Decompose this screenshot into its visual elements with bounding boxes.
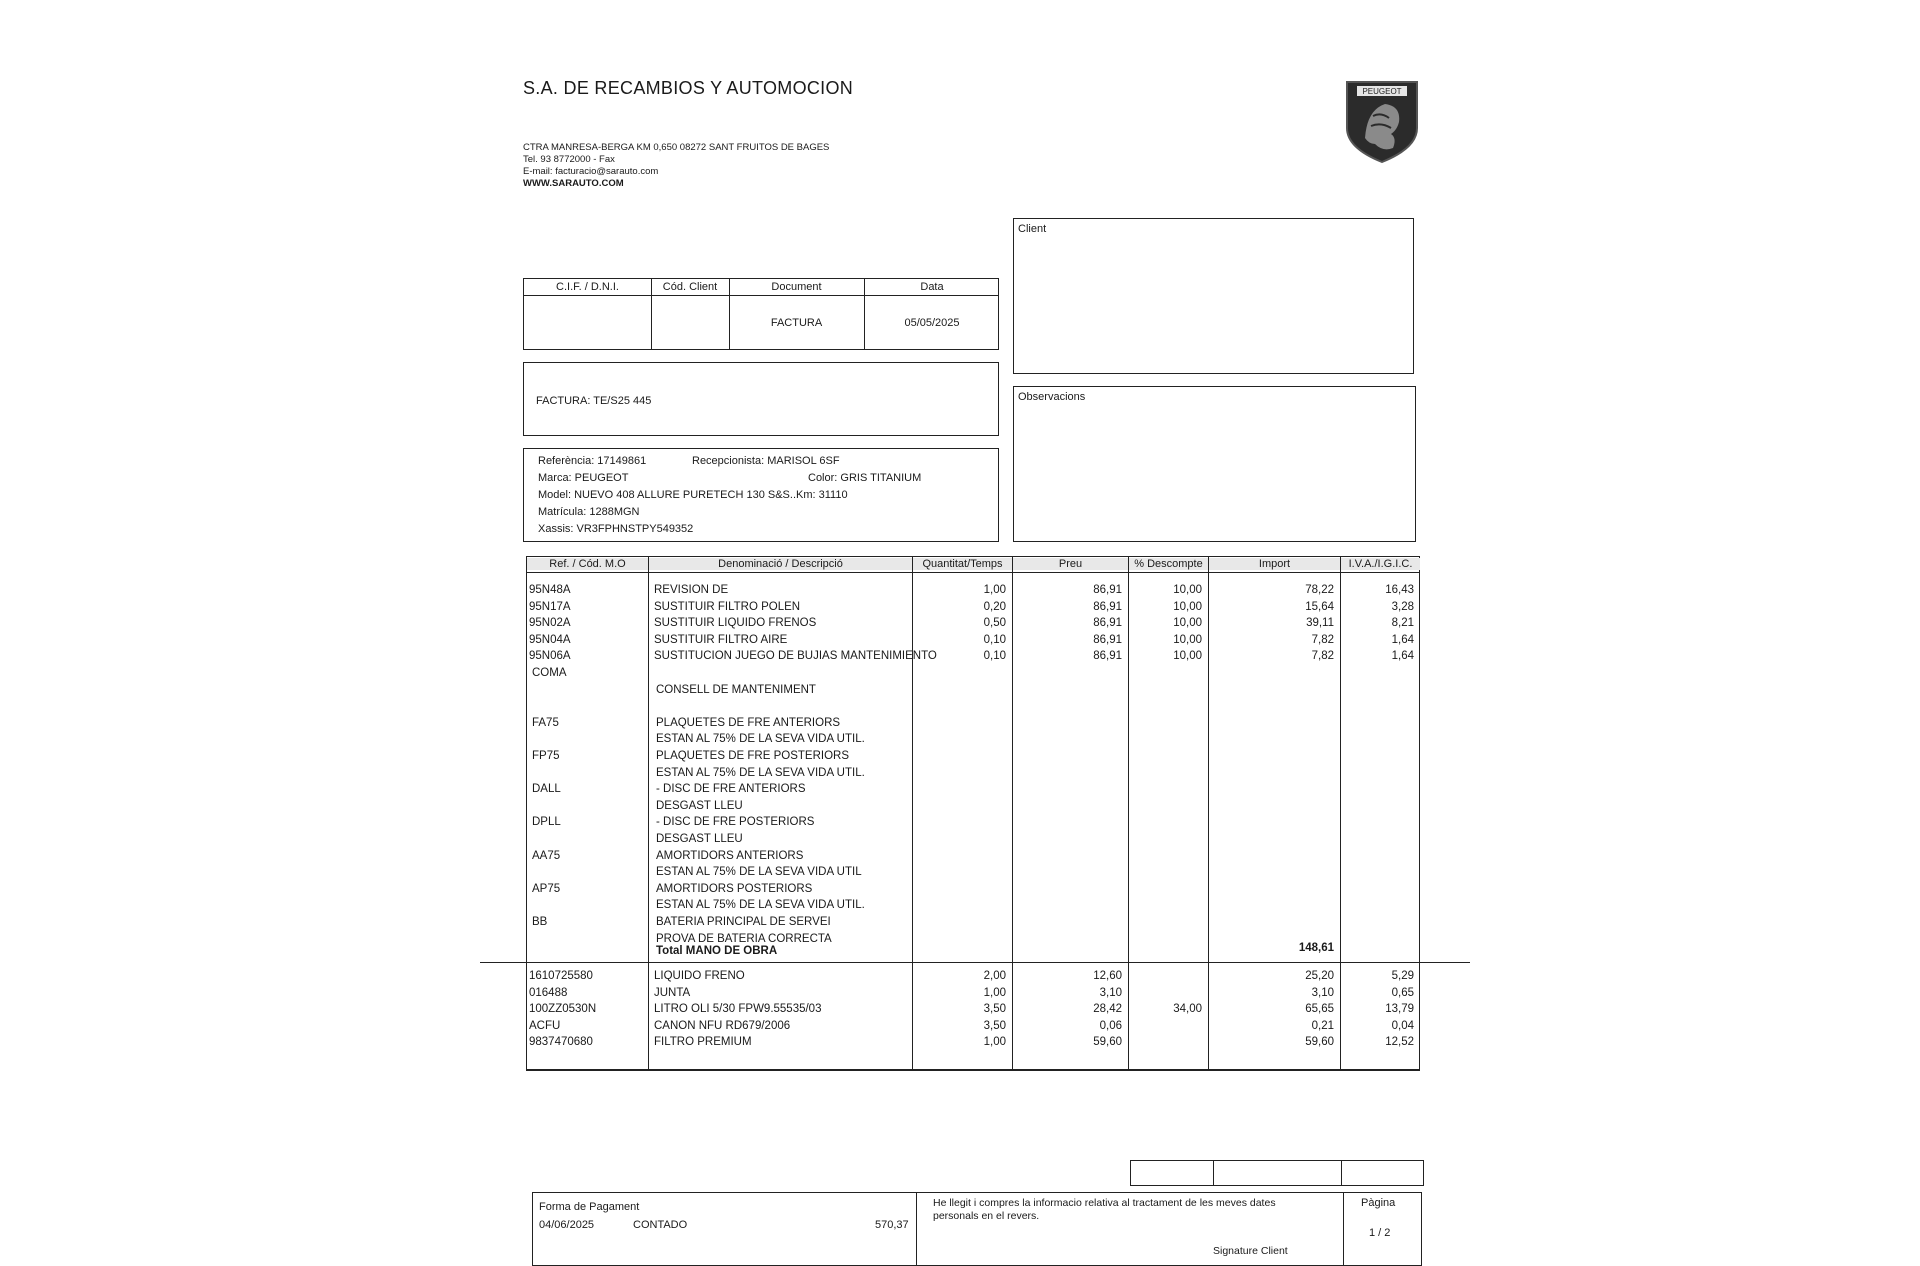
note-code: FA75 xyxy=(532,716,559,729)
note-text: AMORTIDORS POSTERIORS xyxy=(656,882,813,895)
row-description: SUSTITUIR FILTRO POLEN xyxy=(654,600,801,613)
row-quantity: 0,50 xyxy=(983,617,1006,630)
row-price: 86,91 xyxy=(1093,650,1122,663)
company-name: S.A. DE RECAMBIOS Y AUTOMOCION xyxy=(523,78,854,98)
company-web: WWW.SARAUTO.COM xyxy=(523,178,624,189)
row-description: CANON NFU RD679/2006 xyxy=(654,1019,791,1032)
footer-box xyxy=(532,1192,1422,1266)
note-text: PLAQUETES DE FRE ANTERIORS xyxy=(656,716,841,729)
row-quantity: 1,00 xyxy=(983,986,1006,999)
row-ref: 9837470680 xyxy=(529,1036,593,1049)
payment-date: 04/06/2025 xyxy=(539,1219,595,1231)
row-price: 0,06 xyxy=(1099,1019,1122,1032)
vehicle-reference: Referència: 17149861 xyxy=(538,455,647,467)
vehicle-brand: Marca: PEUGEOT xyxy=(538,472,629,484)
note-code: DPLL xyxy=(532,816,561,829)
note-code: DALL xyxy=(532,783,561,796)
page-number: 1 / 2 xyxy=(1369,1227,1391,1239)
labour-total-label: Total MANO DE OBRA xyxy=(656,945,778,957)
row-vat: 13,79 xyxy=(1385,1003,1414,1016)
row-price: 3,10 xyxy=(1099,986,1122,999)
page-label: Pàgina xyxy=(1361,1197,1396,1209)
client-label: Client xyxy=(1018,223,1047,235)
row-ref: 95N06A xyxy=(529,650,571,663)
note-code: COMA xyxy=(532,667,567,679)
payment-amount: 570,37 xyxy=(875,1219,909,1231)
row-quantity: 1,00 xyxy=(983,584,1006,596)
row-ref: 1610725580 xyxy=(529,970,593,982)
col-discount: % Descompte xyxy=(1129,558,1208,570)
payment-label: Forma de Pagament xyxy=(539,1201,640,1213)
row-price: 59,60 xyxy=(1093,1036,1122,1049)
totals-box xyxy=(1130,1160,1424,1186)
privacy-text-line1: He llegit i compres la informacio relativa al tractament de les meves dates xyxy=(933,1197,1276,1209)
row-ref: 016488 xyxy=(529,986,568,999)
row-vat: 12,52 xyxy=(1385,1036,1414,1049)
row-import: 0,21 xyxy=(1311,1019,1334,1032)
row-ref: 95N48A xyxy=(529,584,571,596)
row-vat: 0,65 xyxy=(1391,986,1414,999)
row-description: REVISION DE xyxy=(654,584,729,596)
row-ref: 95N17A xyxy=(529,600,571,613)
col-quantity: Quantitat/Temps xyxy=(913,558,1012,570)
note-text: PROVA DE BATERIA CORRECTA xyxy=(656,932,832,945)
row-quantity: 1,00 xyxy=(983,1036,1006,1049)
row-ref: 100ZZ0530N xyxy=(529,1003,597,1016)
client-box xyxy=(1013,218,1414,374)
row-import: 78,22 xyxy=(1305,584,1334,596)
row-quantity: 3,50 xyxy=(983,1019,1006,1032)
row-import: 7,82 xyxy=(1311,650,1334,663)
note-text: AMORTIDORS ANTERIORS xyxy=(656,849,804,862)
row-vat: 8,21 xyxy=(1391,617,1414,630)
row-quantity: 0,10 xyxy=(983,633,1006,646)
signature-label: Signature Client xyxy=(1213,1245,1288,1257)
row-price: 12,60 xyxy=(1093,970,1122,982)
note-text: DESGAST LLEU xyxy=(656,833,743,845)
vehicle-chassis: Xassis: VR3FPHNSTPY549352 xyxy=(538,523,694,535)
row-description: SUSTITUIR LIQUIDO FRENOS xyxy=(654,617,817,630)
invoice-number-box xyxy=(523,362,999,436)
note-code: AA75 xyxy=(532,849,561,862)
row-quantity: 2,00 xyxy=(983,970,1006,982)
note-text: PLAQUETES DE FRE POSTERIORS xyxy=(656,750,849,762)
header-date: Data xyxy=(920,281,944,293)
document-header-table xyxy=(523,278,999,350)
vehicle-model: Model: NUEVO 408 ALLURE PURETECH 130 S&S..Km: 31110 xyxy=(538,489,848,501)
company-email: E-mail: facturacio@sarauto.com xyxy=(523,166,659,177)
col-description: Denominació / Descripció xyxy=(649,558,912,570)
document-date: 05/05/2025 xyxy=(904,317,960,329)
row-vat: 3,28 xyxy=(1391,600,1414,613)
note-text: ESTAN AL 75% DE LA SEVA VIDA UTIL. xyxy=(656,899,865,912)
vehicle-plate: Matrícula: 1288MGN xyxy=(538,506,640,518)
row-vat: 1,64 xyxy=(1391,650,1414,663)
row-description: FILTRO PREMIUM xyxy=(654,1036,752,1049)
row-quantity: 0,10 xyxy=(983,650,1006,663)
labour-total-value: 148,61 xyxy=(1298,942,1334,954)
row-import: 39,11 xyxy=(1306,617,1334,630)
vehicle-info-box xyxy=(523,448,999,542)
note-text: ESTAN AL 75% DE LA SEVA VIDA UTIL xyxy=(656,866,862,879)
row-import: 7,82 xyxy=(1311,633,1334,646)
row-import: 65,65 xyxy=(1305,1003,1334,1016)
header-document: Document xyxy=(771,281,822,293)
note-text: - DISC DE FRE ANTERIORS xyxy=(656,783,806,796)
note-code: FP75 xyxy=(532,750,560,762)
document-type: FACTURA xyxy=(770,317,823,329)
company-address: CTRA MANRESA-BERGA KM 0,650 08272 SANT FRUITOS DE BAGES xyxy=(523,142,830,153)
row-vat: 16,43 xyxy=(1385,584,1414,596)
col-ref: Ref. / Cód. M.O xyxy=(527,558,648,570)
row-price: 86,91 xyxy=(1093,584,1122,596)
observations-box xyxy=(1013,386,1416,542)
row-quantity: 0,20 xyxy=(983,600,1006,613)
vehicle-color: Color: GRIS TITANIUM xyxy=(808,472,922,484)
row-import: 25,20 xyxy=(1305,970,1334,982)
note-text: - DISC DE FRE POSTERIORS xyxy=(656,816,815,829)
row-discount: 10,00 xyxy=(1173,617,1202,630)
row-description: SUSTITUIR FILTRO AIRE xyxy=(654,633,788,646)
row-price: 86,91 xyxy=(1093,600,1122,613)
row-discount: 10,00 xyxy=(1173,650,1202,663)
invoice-number: FACTURA: TE/S25 445 xyxy=(536,395,652,407)
note-text: DESGAST LLEU xyxy=(656,799,743,812)
payment-method: CONTADO xyxy=(633,1219,688,1231)
note-code: BB xyxy=(532,916,548,928)
note-code: AP75 xyxy=(532,882,561,895)
col-price: Preu xyxy=(1013,558,1128,570)
vehicle-receptionist: Recepcionista: MARISOL 6SF xyxy=(692,455,840,467)
row-import: 15,64 xyxy=(1305,600,1334,613)
row-import: 59,60 xyxy=(1305,1036,1334,1049)
row-description: LITRO OLI 5/30 FPW9.55535/03 xyxy=(654,1003,822,1016)
row-ref: ACFU xyxy=(529,1019,561,1032)
row-description: JUNTA xyxy=(654,986,691,999)
row-discount: 34,00 xyxy=(1173,1003,1202,1016)
privacy-text-line2: personals en el revers. xyxy=(933,1210,1040,1222)
observations-label: Observacions xyxy=(1018,391,1086,403)
note-text: BATERIA PRINCIPAL DE SERVEI xyxy=(656,916,831,928)
col-vat: I.V.A./I.G.I.C. xyxy=(1341,558,1420,570)
col-import: Import xyxy=(1209,558,1340,570)
row-vat: 1,64 xyxy=(1391,633,1414,646)
row-discount: 10,00 xyxy=(1173,633,1202,646)
row-ref: 95N02A xyxy=(529,617,571,630)
note-text: ESTAN AL 75% DE LA SEVA VIDA UTIL. xyxy=(656,733,865,746)
row-vat: 0,04 xyxy=(1391,1019,1414,1032)
note-text: ESTAN AL 75% DE LA SEVA VIDA UTIL. xyxy=(656,766,865,779)
company-tel: Tel. 93 8772000 - Fax xyxy=(523,154,615,165)
row-price: 86,91 xyxy=(1093,617,1122,630)
row-price: 28,42 xyxy=(1093,1003,1122,1016)
header-cif: C.I.F. / D.N.I. xyxy=(556,281,619,293)
row-import: 3,10 xyxy=(1311,986,1334,999)
row-discount: 10,00 xyxy=(1173,600,1202,613)
svg-text:PEUGEOT: PEUGEOT xyxy=(1362,87,1402,96)
row-vat: 5,29 xyxy=(1391,970,1414,982)
peugeot-lion-shield-icon xyxy=(1343,78,1421,164)
row-description: LIQUIDO FRENO xyxy=(654,970,745,982)
row-discount: 10,00 xyxy=(1173,584,1202,596)
note-text: CONSELL DE MANTENIMENT xyxy=(656,683,816,696)
row-description: SUSTITUCION JUEGO DE BUJIAS MANTENIMIENTO xyxy=(654,650,937,663)
header-client-code: Cód. Client xyxy=(662,281,718,293)
row-quantity: 3,50 xyxy=(983,1003,1006,1016)
row-price: 86,91 xyxy=(1093,633,1122,646)
row-ref: 95N04A xyxy=(529,633,571,646)
